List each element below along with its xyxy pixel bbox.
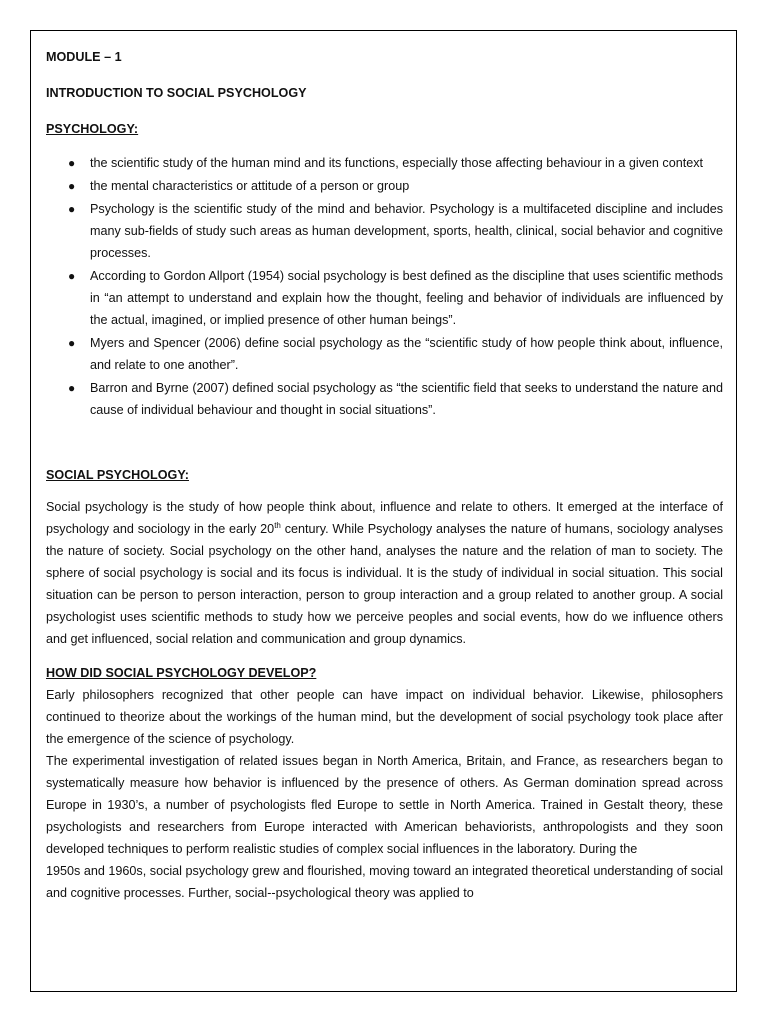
bullet-icon: ● <box>68 156 76 170</box>
bullet-icon: ● <box>68 381 76 395</box>
develop-paragraph-1: Early philosophers recognized that other people can have impact on individual behavior. Likewise, philosophers continued to theorize about the workings of the human mind, but the development of social psychology took place after the emergence of the science of psychology. <box>46 688 723 746</box>
document-content <box>46 46 723 904</box>
ordinal-suffix: th <box>274 520 281 530</box>
bullet-text: According to Gordon Allport (1954) social psychology is best defined as the discipline that uses scientific methods in “an attempt to understand and explain how the thought, feeling and behavior of individuals are influenced by the actual, imagined, or implied presence of other human beings”. <box>90 269 723 327</box>
social-psychology-heading: SOCIAL PSYCHOLOGY: <box>46 468 189 482</box>
bullet-text: the mental characteristics or attitude of a person or group <box>90 179 410 193</box>
bullet-icon: ● <box>68 202 76 216</box>
psychology-heading: PSYCHOLOGY: <box>46 122 139 136</box>
list-item <box>46 265 723 331</box>
section-spacer <box>46 422 723 464</box>
develop-paragraph-2: The experimental investigation of related issues began in North America, Britain, and France, as researchers began to systematically measure how behavior is influenced by the presence of others. As German domination spread across Europe in 1930’s, a number of psychologists fled Europe to settle in North America. Trained in Gestalt theory, these psychologists and researchers from Europe interacted with American behaviorists, anthropologists and they soon developed techniques to perform realistic studies of complex social influences in the laboratory. During the <box>46 754 723 856</box>
bullet-icon: ● <box>68 269 76 283</box>
bullet-text: Barron and Byrne (2007) defined social psychology as “the scientific field that seeks to understand the nature and cause of individual behaviour and thought in social situations”. <box>90 381 723 417</box>
paragraph-text: Social psychology is the study of how people think about, influence and relate to others. It emerged at the interface of psychology and sociology in the early 20 <box>46 500 723 536</box>
page-title: INTRODUCTION TO SOCIAL PSYCHOLOGY <box>46 86 307 100</box>
bullet-text: Myers and Spencer (2006) define social psychology as the “scientific study of how people think about, influence, and relate to one another”. <box>90 336 723 372</box>
list-item <box>46 332 723 376</box>
bullet-text: Psychology is the scientific study of the mind and behavior. Psychology is a multifaceted discipline and includes many sub-fields of study such areas as human development, sports, health, clinical, social behavior and cognitive processes. <box>90 202 723 260</box>
bullet-text: the scientific study of the human mind and its functions, especially those affecting behaviour in a given context <box>90 156 704 170</box>
social-psychology-paragraph <box>46 496 723 650</box>
list-item <box>46 377 723 421</box>
paragraph-text: century. While Psychology analyses the nature of humans, sociology analyses the nature of society. Social psychology on the other hand, analyses the nature and the relation of man to society. The sphere of social psychology is social and its focus is individual. It is the study of individual in social situation. This social situation can be person to person interaction, person to group interaction and a group related to another group. A social psychologist uses scientific methods to study how we perceive peoples and social events, how do we influence others and get influenced, social relation and communication and group dynamics. <box>46 522 723 646</box>
list-item <box>46 175 723 197</box>
list-item <box>46 152 723 174</box>
bullet-icon: ● <box>68 179 76 193</box>
list-item <box>46 198 723 264</box>
develop-paragraph-3: 1950s and 1960s, social psychology grew and flourished, moving toward an integrated theoretical understanding of social and cognitive processes. Further, social--psychological theory was applied to <box>46 864 723 900</box>
bullet-icon: ● <box>68 336 76 350</box>
develop-heading: HOW DID SOCIAL PSYCHOLOGY DEVELOP? <box>46 666 317 680</box>
psychology-bullet-list <box>46 152 723 421</box>
module-heading: MODULE – 1 <box>46 50 122 64</box>
